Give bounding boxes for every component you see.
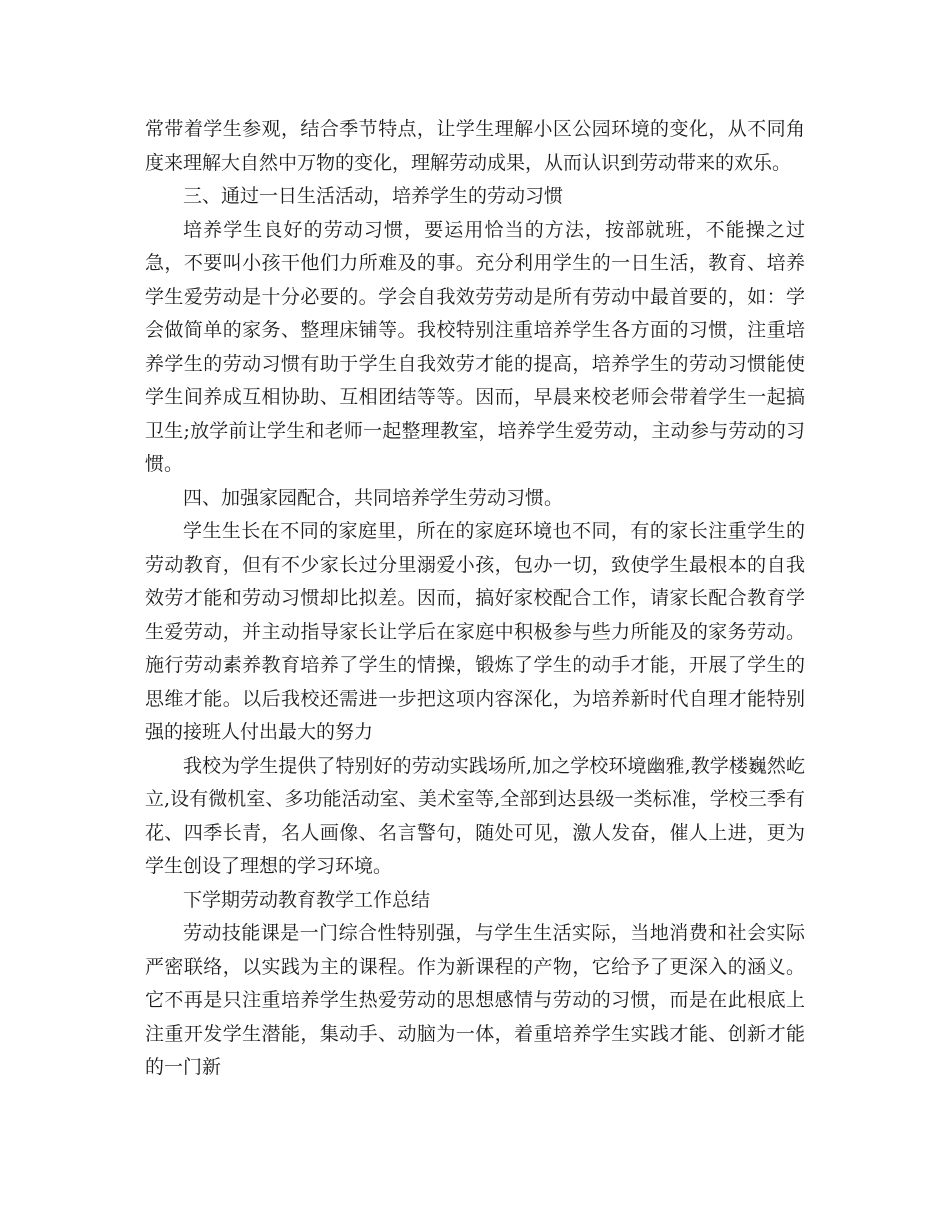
- document-body: [145, 113, 805, 1085]
- section-heading-3: 三、通过一日生活活动，培养学生的劳动习惯: [183, 185, 564, 207]
- paragraph-5: 劳动技能课是一门综合性特别强，与学生生活实际，当地消费和社会实际严密联络，以实践为主的课程。作为新课程的产物，它给予了更深入的涵义。它不再是只注重培养学生热爱劳动的思想感情与劳动的习惯，而是在此根底上注重开发学生潜能，集动手、动脑为一体，着重培养学生实践才能、创新才能的一门新: [145, 922, 805, 1078]
- paragraph-1: 常带着学生参观，结合季节特点，让学生理解小区公园环境的变化，从不同角度来理解大自然中万物的变化，理解劳动成果，从而认识到劳动带来的欢乐。: [145, 118, 805, 174]
- section-heading-4: 四、加强家园配合，共同培养学生劳动习惯。: [183, 486, 564, 509]
- paragraph-2: 培养学生良好的劳动习惯，要运用恰当的方法，按部就班，不能操之过急，不要叫小孩干他们力所难及的事。充分利用学生的一日生活，教育、培养学生爱劳动是十分必要的。学会自我效劳劳动是所有劳动中最首要的，如：学会做简单的家务、整理床铺等。我校特别注重培养学生各方面的习惯，注重培养学生的劳动习惯有助于学生自我效劳才能的提高，培养学生的劳动习惯能使学生间养成互相协助、互相团结等等。因而，早晨来校老师会带着学生一起搞卫生;放学前让学生和老师一起整理教室，培养学生爱劳动，主动参与劳动的习惯。: [145, 218, 805, 475]
- paragraph-4: 我校为学生提供了特别好的劳动实践场所,加之学校环境幽雅,教学楼巍然屹立,设有微机室、多功能活动室、美术室等,全部到达县级一类标准，学校三季有花、四季长青，名人画像、名言警句，随处可见，激人发奋，催人上进，更为学生创设了理想的学习环境。: [145, 754, 805, 877]
- document-subtitle: 下学期劳动教育教学工作总结: [183, 888, 431, 911]
- paragraph-3: 学生生长在不同的家庭里，所在的家庭环境也不同，有的家长注重学生的劳动教育，但有不少家长过分里溺爱小孩，包办一切，致使学生最根本的自我效劳才能和劳动习惯却比拟差。因而，搞好家校配合工作，请家长配合教育学生爱劳动，并主动指导家长让学后在家庭中积极参与些力所能及的家务劳动。施行劳动素养教育培养了学生的情操，锻炼了学生的动手才能，开展了学生的思维才能。以后我校还需进一步把这项内容深化，为培养新时代自理才能特别强的接班人付出最大的努力: [145, 520, 805, 743]
